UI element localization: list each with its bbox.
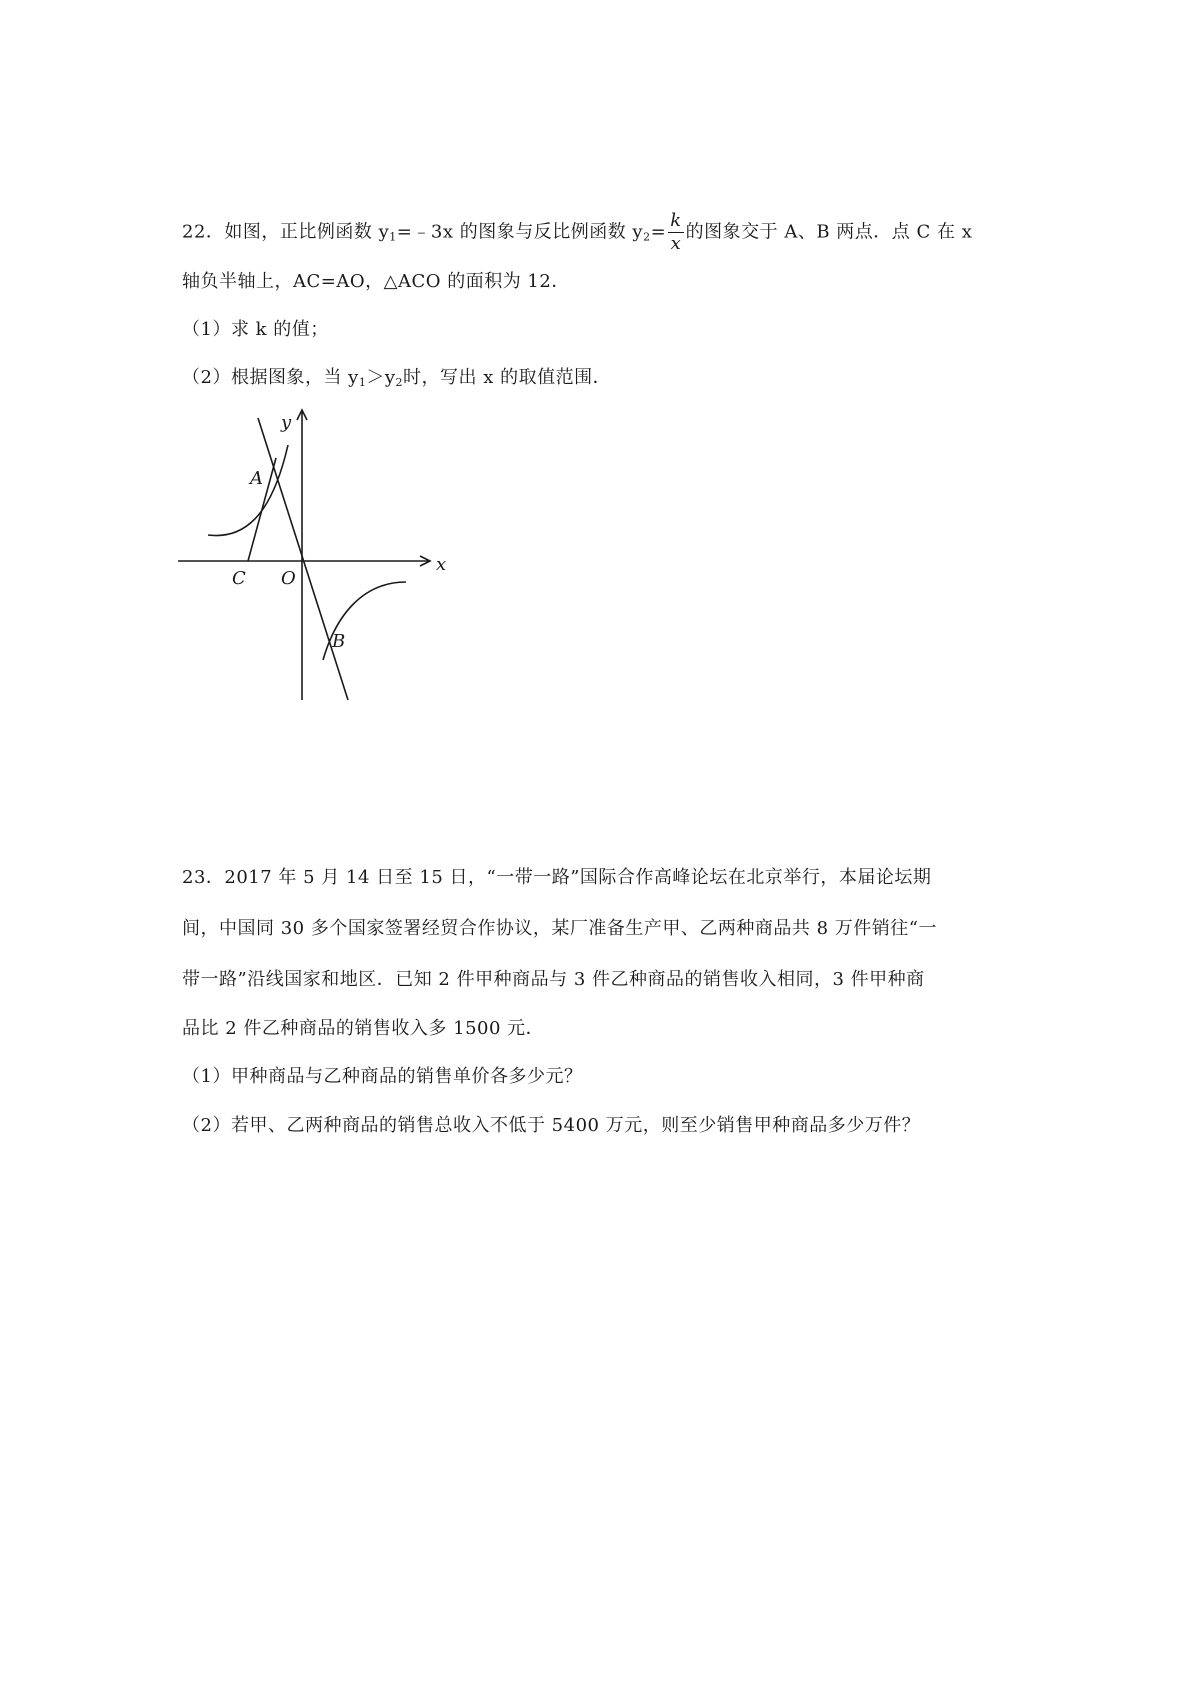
- fraction-denominator: x: [670, 233, 682, 254]
- q22-text-a: 22．如图，正比例函数 y: [182, 221, 390, 243]
- q23-line1: 23．2017 年 5 月 14 日至 15 日，“一带一路”国际合作高峰论坛在北京举行，本届论坛期: [182, 867, 932, 888]
- q22-text-b: =﹣3x 的图象与反比例函数 y: [396, 221, 644, 243]
- label-x: x: [436, 554, 447, 575]
- q23-line3: 带一路”沿线国家和地区．已知 2 件甲种商品与 3 件乙种商品的销售收入相同，3 件甲种商: [182, 969, 925, 990]
- q23-line2: 间，中国同 30 多个国家签署经贸合作协议，某厂准备生产甲、乙两种商品共 8 万件销往“一: [182, 918, 937, 939]
- label-y: y: [281, 412, 292, 433]
- q22-line1: [182, 210, 972, 255]
- label-o: O: [281, 568, 296, 589]
- q22-subquestion-1: （1）求 k 的值；: [182, 319, 329, 340]
- q23-subquestion-1: （1）甲种商品与乙种商品的销售单价各多少元？: [182, 1066, 583, 1087]
- q22-sub2-text-a: （2）根据图象，当 y: [182, 367, 359, 388]
- q22-text-c: =: [650, 221, 667, 243]
- fraction-k-over-x: [668, 210, 683, 255]
- label-a: A: [250, 468, 263, 489]
- label-c: C: [232, 568, 246, 589]
- q23-line4: 品比 2 件乙种商品的销售收入多 1500 元．: [182, 1018, 545, 1039]
- q22-line2: 轴负半轴上，AC=AO，△ACO 的面积为 12．: [182, 271, 570, 292]
- subscript-2: 2: [643, 230, 651, 244]
- label-b: B: [332, 631, 346, 652]
- q22-sub2-text-c: 时，写出 x 的取值范围．: [403, 367, 612, 388]
- line-y1: [258, 418, 348, 700]
- subscript-2: 2: [395, 376, 404, 389]
- q22-subquestion-2: [182, 366, 611, 395]
- subscript-1: 1: [389, 230, 397, 244]
- fraction-numerator: k: [670, 210, 682, 231]
- q22-sub2-text-b: ＞y: [366, 367, 396, 388]
- subscript-1: 1: [358, 376, 367, 389]
- function-graph: [178, 400, 468, 710]
- q22-text-d: 的图象交于 A、B 两点．点 C 在 x: [685, 221, 973, 243]
- q23-subquestion-2: （2）若甲、乙两种商品的销售总收入不低于 5400 万元，则至少销售甲种商品多少万件？: [182, 1115, 921, 1136]
